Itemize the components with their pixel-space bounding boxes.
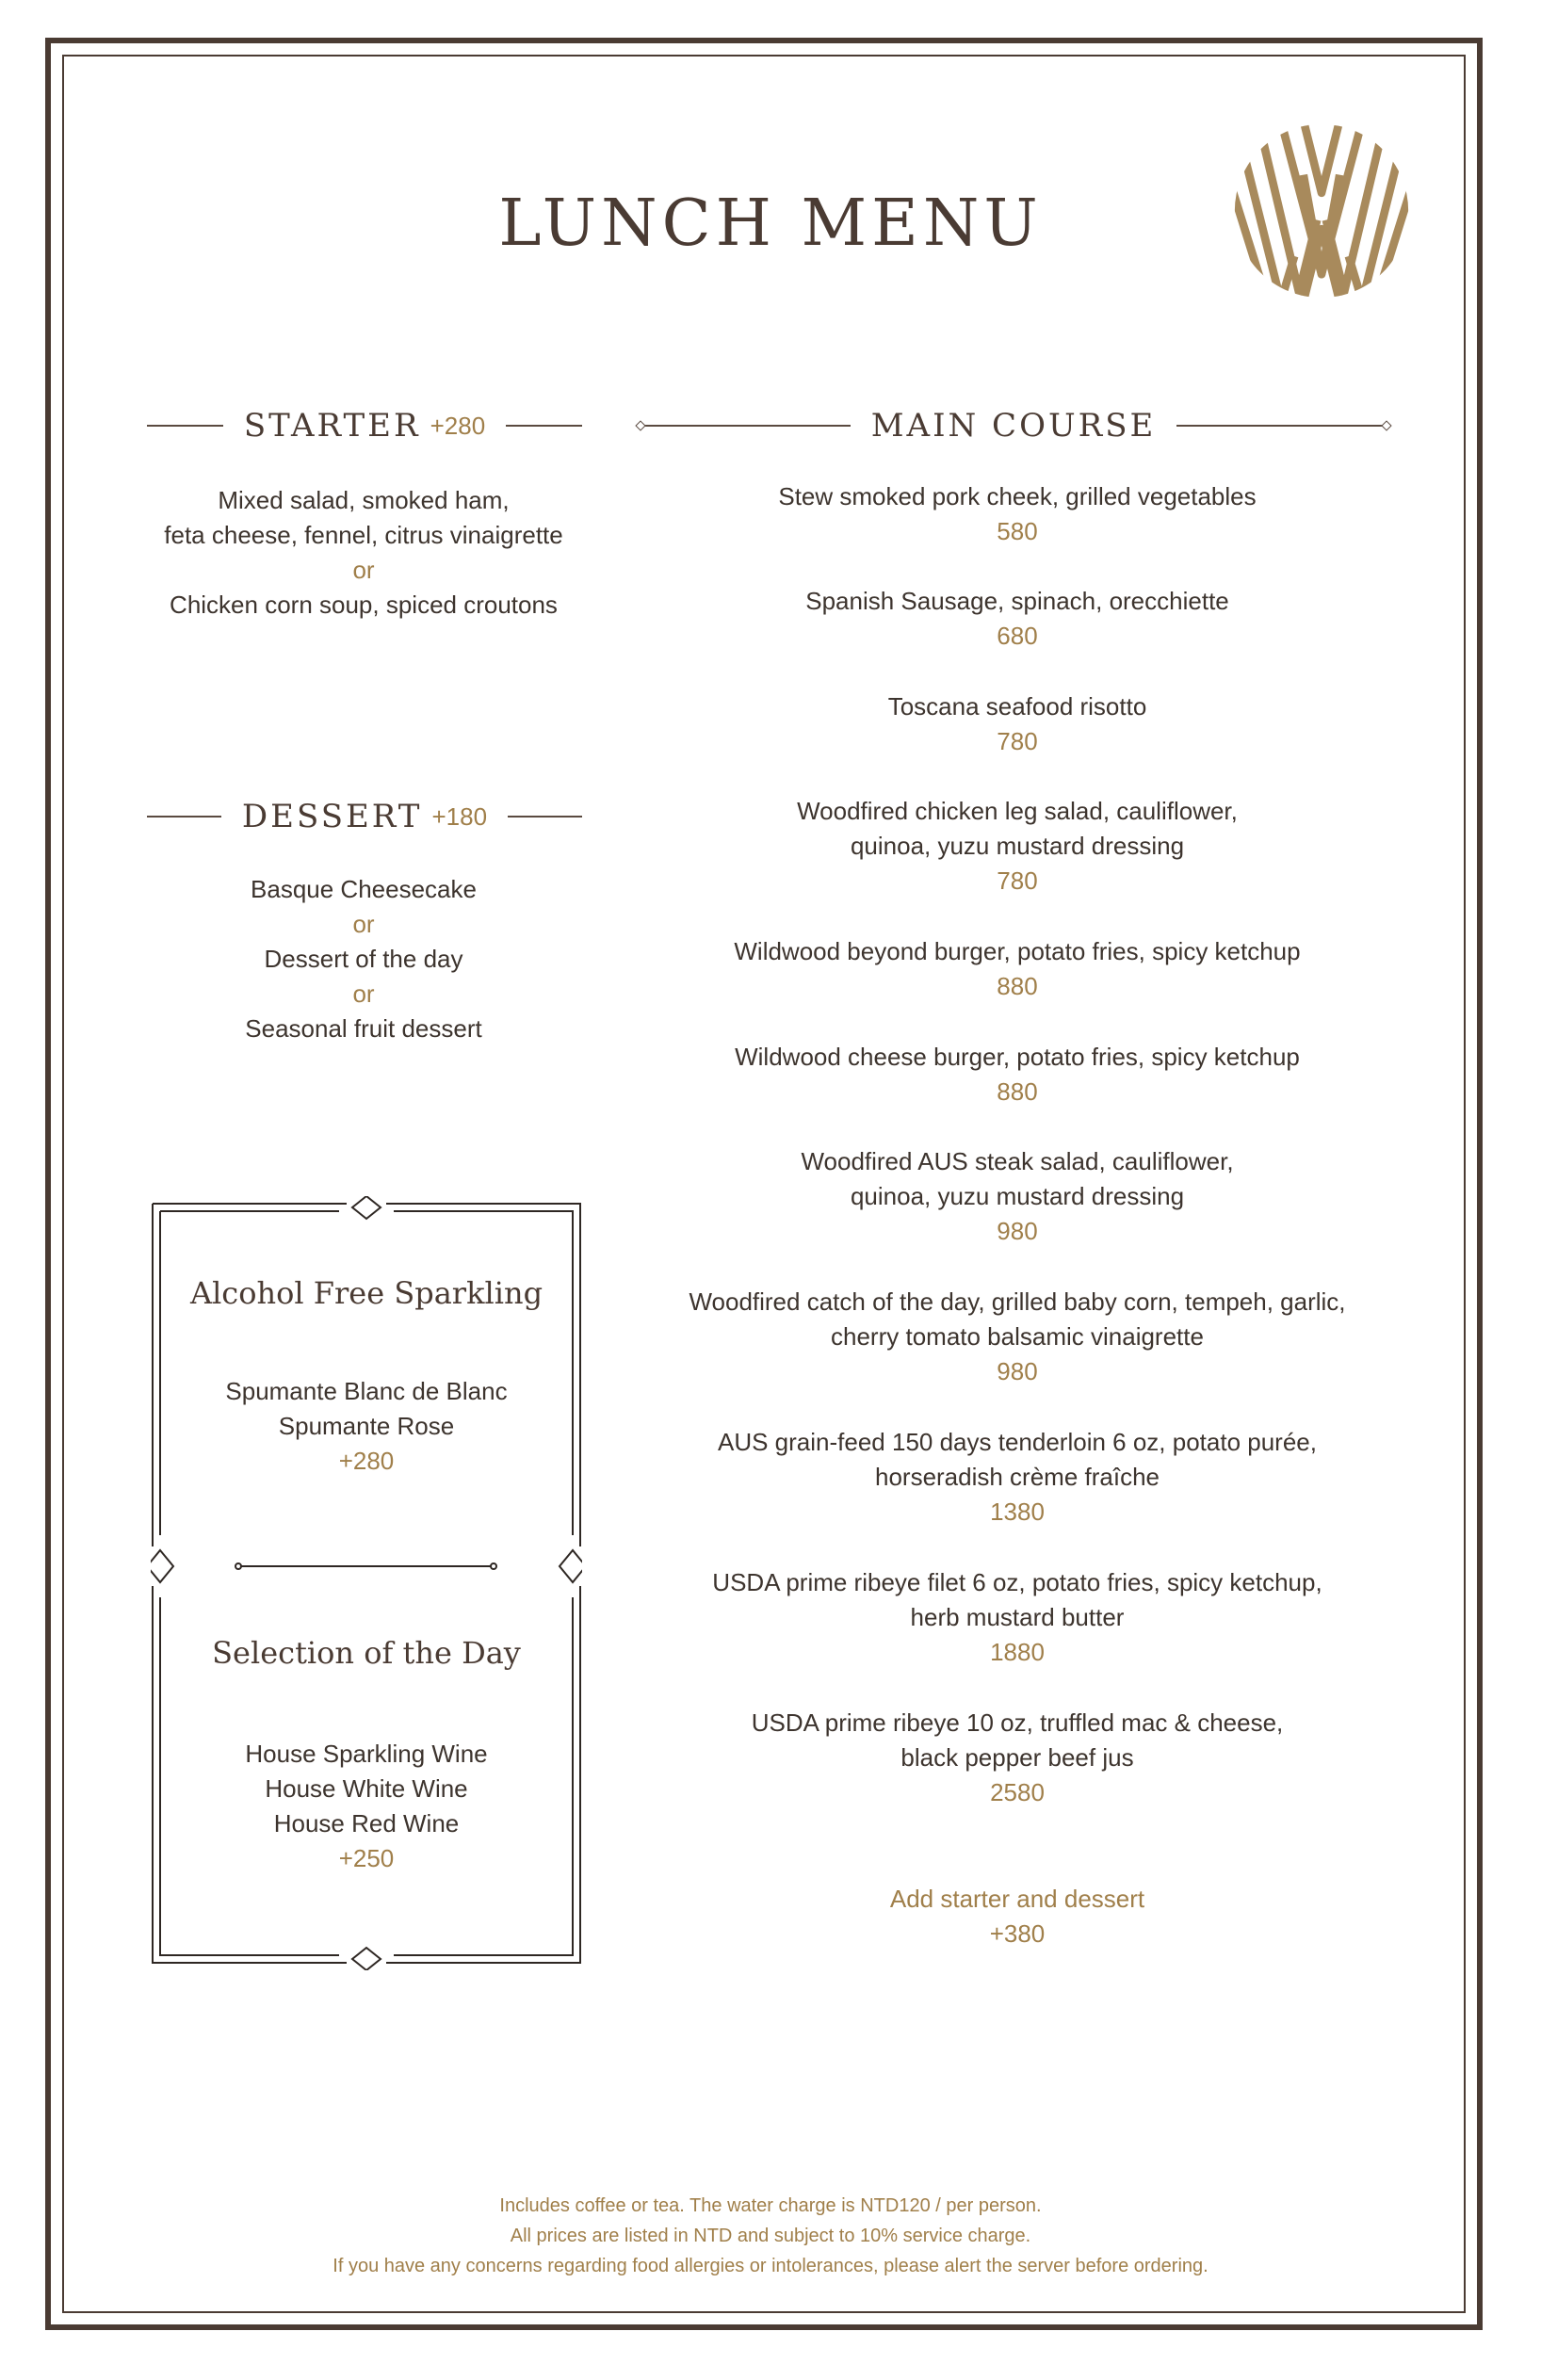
dish-description: herb mustard butter	[910, 1603, 1125, 1631]
dish-description: black pepper beef jus	[900, 1743, 1134, 1772]
drink-item: House Sparkling Wine	[245, 1740, 488, 1768]
main-item	[659, 479, 1375, 549]
main-item	[659, 1706, 1375, 1810]
dish-price: 1880	[990, 1638, 1045, 1666]
dish-description: quinoa, yuzu mustard dressing	[850, 1182, 1185, 1210]
alcohol-free-title: Alcohol Free Sparkling	[189, 1275, 543, 1311]
main-item	[659, 689, 1375, 759]
dish-description: Wildwood cheese burger, potato fries, spicy ketchup	[735, 1043, 1300, 1071]
dish-price: 880	[997, 1077, 1038, 1106]
or-separator: or	[352, 556, 375, 584]
dish-description: Toscana seafood risotto	[887, 692, 1147, 720]
or-separator: or	[352, 910, 375, 938]
divider-line	[644, 425, 851, 427]
dish-description: USDA prime ribeye filet 6 oz, potato fries, spicy ketchup,	[712, 1568, 1322, 1596]
dish-price: 680	[997, 622, 1038, 650]
drink-item: Spumante Rose	[278, 1412, 455, 1440]
main-item	[659, 1144, 1375, 1249]
drink-price: +280	[338, 1447, 395, 1475]
line-end-ornament	[635, 420, 645, 430]
dessert-item: Dessert of the day	[264, 945, 463, 973]
main-course-label: MAIN COURSE	[870, 407, 1157, 445]
addon-label: Add starter and dessert	[889, 1885, 1145, 1913]
drink-price: +250	[338, 1844, 395, 1872]
selection-title: Selection of the Day	[212, 1635, 521, 1671]
dish-description: cherry tomato balsamic vinaigrette	[831, 1322, 1204, 1351]
dish-description: Woodfired catch of the day, grilled baby corn, tempeh, garlic,	[689, 1287, 1346, 1316]
footer-line: All prices are listed in NTD and subject to 10% service charge.	[510, 2226, 1031, 2246]
dessert-label: DESSERT	[241, 798, 423, 835]
restaurant-logo	[1231, 121, 1412, 301]
dish-description: Spanish Sausage, spinach, orecchiette	[805, 587, 1229, 615]
line-end-ornament	[1381, 420, 1391, 430]
dish-price: 2580	[990, 1778, 1045, 1806]
main-item	[659, 584, 1375, 654]
footer-notes	[0, 2191, 1541, 2281]
addon-price: +380	[989, 1919, 1046, 1948]
alcohol-free-list	[151, 1374, 582, 1479]
starter-line: feta cheese, fennel, citrus vinaigrette	[164, 521, 563, 549]
dish-price: 780	[997, 727, 1038, 755]
page-title: LUNCH MENU	[498, 186, 1043, 261]
dessert-list	[147, 872, 580, 1046]
footer-line: If you have any concerns regarding food allergies or intolerances, please alert the server before ordering.	[333, 2256, 1208, 2276]
dish-description: horseradish crème fraîche	[874, 1463, 1160, 1491]
dish-price: 880	[997, 972, 1038, 1000]
drink-item: House White Wine	[265, 1774, 468, 1803]
dish-price: 1380	[990, 1498, 1045, 1526]
main-item	[659, 794, 1375, 899]
dessert-heading	[147, 798, 582, 835]
starter-price: +280	[430, 411, 486, 440]
dish-price: 580	[997, 517, 1038, 545]
dish-description: Woodfired AUS steak salad, cauliflower,	[801, 1147, 1234, 1175]
dessert-item: Basque Cheesecake	[251, 875, 477, 903]
dish-price: 780	[997, 866, 1038, 895]
starter-label: STARTER	[243, 407, 421, 445]
dessert-price: +180	[431, 801, 488, 831]
or-separator: or	[352, 980, 375, 1008]
starter-heading	[147, 407, 582, 445]
dish-price: 980	[997, 1217, 1038, 1245]
divider-line	[1176, 425, 1383, 427]
starter-list	[147, 483, 580, 623]
dish-description: quinoa, yuzu mustard dressing	[850, 832, 1185, 860]
divider-line	[147, 425, 223, 427]
main-item	[659, 1425, 1375, 1530]
dish-description: Wildwood beyond burger, potato fries, spicy ketchup	[734, 937, 1301, 965]
dish-description: USDA prime ribeye 10 oz, truffled mac & cheese,	[751, 1708, 1284, 1737]
drink-item: House Red Wine	[273, 1809, 460, 1838]
footer-line: Includes coffee or tea. The water charge is NTD120 / per person.	[499, 2195, 1042, 2216]
dish-price: 980	[997, 1357, 1038, 1385]
dish-description: Woodfired chicken leg salad, cauliflower,	[797, 797, 1238, 825]
divider-line	[506, 425, 582, 427]
dish-description: AUS grain-feed 150 days tenderloin 6 oz, potato purée,	[718, 1428, 1317, 1456]
divider-line	[147, 816, 221, 818]
main-course-heading	[637, 407, 1390, 445]
main-item	[659, 1285, 1375, 1389]
starter-alt: Chicken corn soup, spiced croutons	[170, 591, 558, 619]
selection-list	[151, 1737, 582, 1876]
main-item	[659, 934, 1375, 1004]
dish-description: Stew smoked pork cheek, grilled vegetables	[778, 482, 1257, 510]
main-item	[659, 1040, 1375, 1109]
starter-line: Mixed salad, smoked ham,	[218, 486, 510, 514]
main-item	[659, 1565, 1375, 1670]
addon-offer	[659, 1882, 1375, 1951]
drink-item: Spumante Blanc de Blanc	[225, 1377, 508, 1405]
divider-line	[508, 816, 582, 818]
dessert-item: Seasonal fruit dessert	[245, 1014, 482, 1043]
